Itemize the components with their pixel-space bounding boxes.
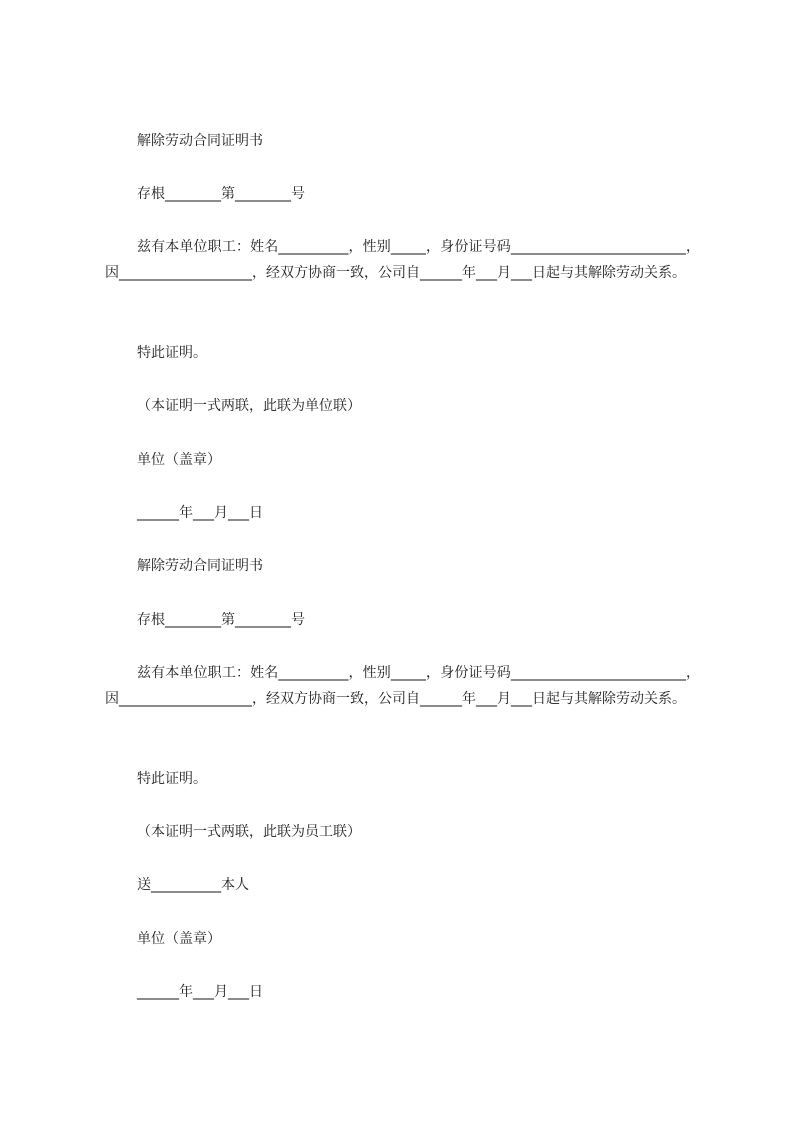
unit-seal-line: 单位（盖章） <box>137 931 221 947</box>
certify-statement: 特此证明。 <box>137 771 207 787</box>
copy-note: （本证明一式两联，此联为单位联） <box>137 398 361 414</box>
certificate-title: 解除劳动合同证明书 <box>137 558 263 574</box>
stub-number-line: 存根________第________号 <box>137 612 305 628</box>
date-line: ______年___月___日 <box>137 505 263 521</box>
unit-seal-line: 单位（盖章） <box>137 452 221 468</box>
stub-number-line: 存根________第________号 <box>137 186 305 202</box>
copy-note: （本证明一式两联，此联为员工联） <box>137 824 361 840</box>
date-line: ______年___月___日 <box>137 984 263 1000</box>
certificate-body: 兹有本单位职工：姓名__________，性别_____，身份证号码_________________________，因___________________，经双方协商一致，公司自______年___月___日起与其解除劳动关系。 <box>105 239 700 281</box>
recipient-line: 送__________本人 <box>137 877 249 893</box>
certify-statement: 特此证明。 <box>137 345 207 361</box>
certificate-body: 兹有本单位职工：姓名__________，性别_____，身份证号码_________________________，因___________________，经双方协商一致，公司自______年___月___日起与其解除劳动关系。 <box>105 665 700 707</box>
certificate-title: 解除劳动合同证明书 <box>137 133 263 149</box>
